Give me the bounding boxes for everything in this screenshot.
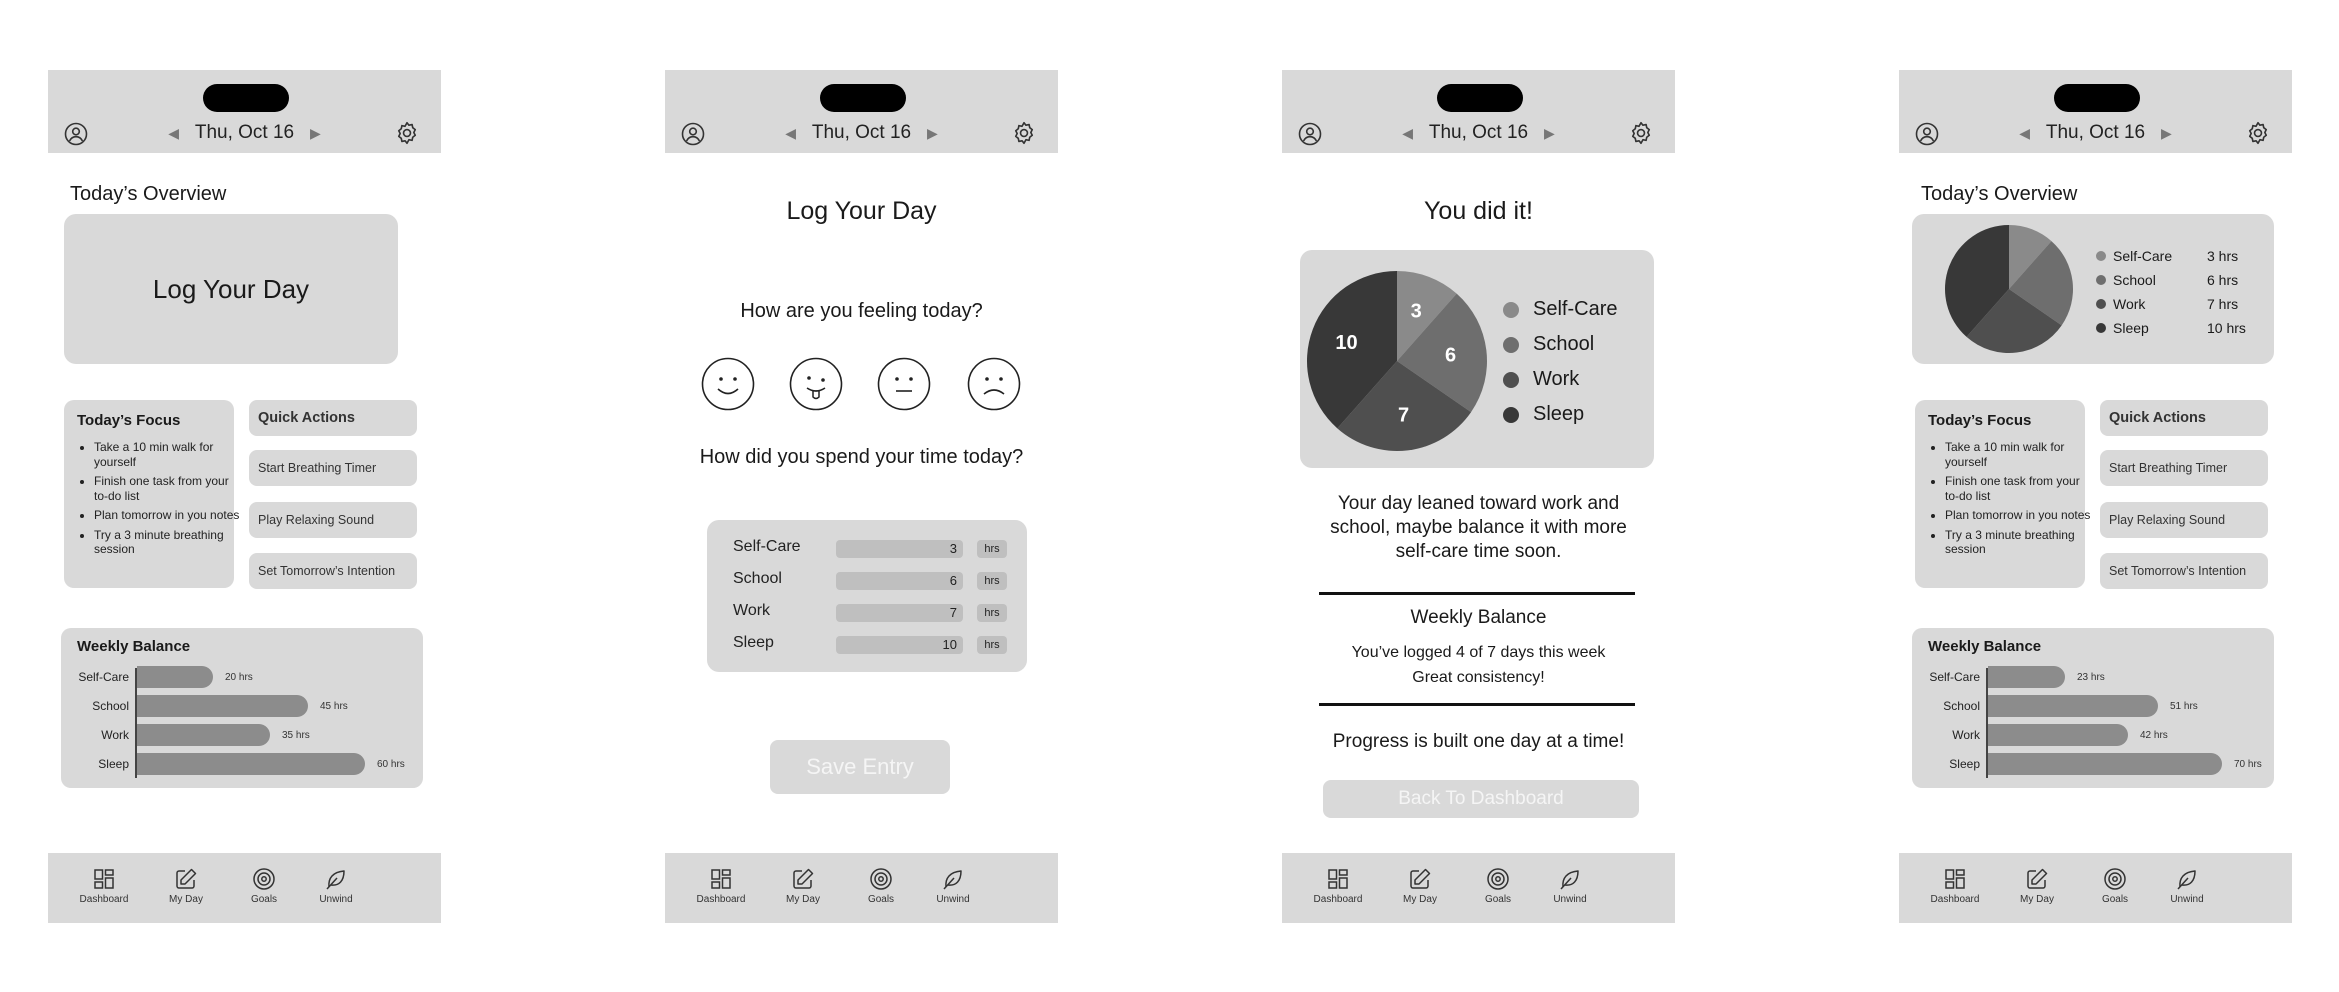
nav-label: Goals <box>250 894 278 905</box>
unit-label: hrs <box>977 636 1007 654</box>
nav-goals[interactable] <box>846 867 916 905</box>
settings-gear-icon[interactable] <box>1011 120 1037 146</box>
legend-value: 3 hrs <box>2207 248 2239 264</box>
neutral-face-icon[interactable] <box>877 357 931 411</box>
legend-label: Self-Care <box>2113 248 2173 264</box>
weekly-balance-card <box>1912 628 2274 788</box>
prev-day-arrow[interactable]: ◀ <box>785 125 797 141</box>
legend-dot <box>1503 372 1519 388</box>
bottom-nav <box>1899 853 2292 923</box>
weekly-logged-text: You’ve logged 4 of 7 days this week <box>1351 644 1606 661</box>
target-icon <box>846 867 916 891</box>
play-relaxing-sound-button[interactable]: Play Relaxing Sound <box>2100 502 2268 538</box>
log-day-card[interactable] <box>64 214 398 364</box>
row-label: School <box>733 570 782 587</box>
dynamic-island <box>2054 84 2140 112</box>
bar-label: School <box>1943 699 1980 713</box>
row-label: Work <box>733 602 771 619</box>
legend-dot <box>1503 407 1519 423</box>
focus-title: Today’s Focus <box>77 412 181 429</box>
focus-item: • Take a 10 min walk for yourself <box>94 440 244 469</box>
bar-value: 51 hrs <box>2170 701 2198 712</box>
start-breathing-timer-button[interactable]: Start Breathing Timer <box>2100 450 2268 486</box>
happy-face-icon[interactable] <box>701 357 755 411</box>
bottom-nav <box>665 853 1058 923</box>
legend-label: Sleep <box>2113 320 2149 336</box>
date-label: Thu, Oct 16 <box>194 122 295 143</box>
log-day-screen <box>665 0 1058 992</box>
prev-day-arrow[interactable]: ◀ <box>168 125 180 141</box>
nav-label: Unwind <box>936 894 970 905</box>
dashboard-screen <box>48 0 441 992</box>
pie-slice-label: 7 <box>1397 404 1410 427</box>
save-entry-button[interactable]: Save Entry <box>770 740 950 794</box>
bar-label: Self-Care <box>1929 670 1980 684</box>
focus-item: • Finish one task from your to-do list <box>1945 474 2095 503</box>
bar-value: 20 hrs <box>225 672 253 683</box>
weekly-balance-title: Weekly Balance <box>1928 638 2042 655</box>
nav-my-day[interactable] <box>151 867 221 905</box>
summary-title: You did it! <box>1424 197 1533 225</box>
unit-label: hrs <box>977 572 1007 590</box>
quick-actions-title: Quick Actions <box>249 400 417 436</box>
overview-pie-card[interactable] <box>1912 214 2274 364</box>
edit-icon <box>151 867 221 891</box>
sleep-hours-input[interactable]: 10 <box>836 636 963 654</box>
target-icon <box>2080 867 2150 891</box>
weekly-balance-title: Weekly Balance <box>1410 607 1547 628</box>
nav-unwind[interactable] <box>1535 867 1605 905</box>
overview-pie-chart <box>1912 214 2112 364</box>
settings-gear-icon[interactable] <box>1628 120 1654 146</box>
weekly-balance-card <box>61 628 423 788</box>
row-label: Self-Care <box>733 538 801 555</box>
time-question: How did you spend your time today? <box>699 446 1024 468</box>
nav-label: My Day <box>786 894 820 905</box>
nav-label: Unwind <box>1553 894 1587 905</box>
divider <box>1319 592 1635 595</box>
legend-dot <box>2096 323 2106 333</box>
next-day-arrow[interactable]: ▶ <box>926 125 938 141</box>
nav-label: My Day <box>169 894 203 905</box>
nav-label: Dashboard <box>696 894 746 905</box>
bar-value: 35 hrs <box>282 730 310 741</box>
nav-label: Goals <box>867 894 895 905</box>
play-relaxing-sound-button[interactable]: Play Relaxing Sound <box>249 502 417 538</box>
bar-label: School <box>92 699 129 713</box>
nav-my-day[interactable] <box>2002 867 2072 905</box>
prev-day-arrow[interactable]: ◀ <box>2019 125 2031 141</box>
focus-title: Today’s Focus <box>1928 412 2032 429</box>
next-day-arrow[interactable]: ▶ <box>2160 125 2172 141</box>
work-hours-input[interactable]: 7 <box>836 604 963 622</box>
bar-label: Work <box>1952 728 1980 742</box>
nav-label: Goals <box>1484 894 1512 905</box>
focus-item: • Plan tomorrow in you notes <box>1945 508 2095 523</box>
bar-label: Sleep <box>98 757 129 771</box>
edit-icon <box>1385 867 1455 891</box>
focus-list <box>77 440 244 562</box>
legend-dot <box>1503 337 1519 353</box>
legend-value: 6 hrs <box>2207 272 2239 288</box>
nav-goals[interactable] <box>229 867 299 905</box>
legend-dot <box>2096 275 2106 285</box>
legend-label: Self-Care <box>1533 298 1618 320</box>
nav-dashboard[interactable] <box>1303 867 1373 905</box>
dynamic-island <box>1437 84 1523 112</box>
row-label: Sleep <box>733 634 774 651</box>
nav-goals[interactable] <box>2080 867 2150 905</box>
back-to-dashboard-button[interactable]: Back To Dashboard <box>1323 780 1639 818</box>
bar-label: Sleep <box>1949 757 1980 771</box>
legend-label: School <box>2113 272 2156 288</box>
overview-title: Today’s Overview <box>70 183 227 205</box>
bar-label: Self-Care <box>78 670 129 684</box>
next-day-arrow[interactable]: ▶ <box>309 125 321 141</box>
dynamic-island <box>203 84 289 112</box>
date-label: Thu, Oct 16 <box>2045 122 2146 143</box>
legend-label: Work <box>1533 368 1580 390</box>
leaf-icon <box>2152 867 2222 891</box>
legend-dot <box>2096 299 2106 309</box>
weekly-bar <box>1988 724 2128 746</box>
settings-gear-icon[interactable] <box>2245 120 2271 146</box>
bottom-nav <box>1282 853 1675 923</box>
time-pie-chart <box>1300 250 1654 468</box>
nav-dashboard[interactable] <box>69 867 139 905</box>
legend-label: Work <box>2113 296 2146 312</box>
date-label: Thu, Oct 16 <box>811 122 912 143</box>
bar-value: 70 hrs <box>2234 759 2262 770</box>
bar-value: 42 hrs <box>2140 730 2168 741</box>
nav-label: Goals <box>2101 894 2129 905</box>
header <box>1282 70 1675 153</box>
log-day-card-label: Log Your Day <box>152 274 310 304</box>
bar-value: 45 hrs <box>320 701 348 712</box>
overview-title: Today’s Overview <box>1921 183 2078 205</box>
focus-item: • Take a 10 min walk for yourself <box>1945 440 2095 469</box>
bar-label: Work <box>101 728 129 742</box>
pie-slice-label: 6 <box>1445 344 1457 367</box>
nav-dashboard[interactable] <box>1920 867 1990 905</box>
legend-dot <box>2096 251 2106 261</box>
pie-slice-label: 3 <box>1410 300 1422 323</box>
dynamic-island <box>820 84 906 112</box>
nav-my-day[interactable] <box>768 867 838 905</box>
edit-icon <box>768 867 838 891</box>
nav-label: My Day <box>1403 894 1437 905</box>
legend-label: School <box>1533 333 1595 355</box>
nav-label: My Day <box>2020 894 2054 905</box>
focus-item: • Finish one task from your to-do list <box>94 474 244 503</box>
nav-unwind[interactable] <box>2152 867 2222 905</box>
header <box>48 70 441 153</box>
log-day-title: Log Your Day <box>786 197 937 225</box>
nav-label: Unwind <box>2170 894 2204 905</box>
dashboard-updated-screen <box>1899 0 2292 992</box>
leaf-icon <box>1535 867 1605 891</box>
quick-actions-title: Quick Actions <box>2100 400 2268 436</box>
focus-item: • Try a 3 minute breathing session <box>94 528 244 557</box>
bar-value: 23 hrs <box>2077 672 2105 683</box>
weekly-bar <box>137 724 270 746</box>
weekly-balance-title: Weekly Balance <box>77 638 191 655</box>
unit-label: hrs <box>977 540 1007 558</box>
focus-card <box>64 400 240 588</box>
unit-label: hrs <box>977 604 1007 622</box>
next-day-arrow[interactable]: ▶ <box>1543 125 1555 141</box>
weekly-bar <box>1988 666 2065 688</box>
school-hours-input[interactable]: 6 <box>836 572 963 590</box>
nav-unwind[interactable] <box>918 867 988 905</box>
bottom-nav <box>48 853 441 923</box>
weekly-bar <box>137 666 213 688</box>
legend-dot <box>1503 302 1519 318</box>
focus-item: • Try a 3 minute breathing session <box>1945 528 2095 557</box>
bar-value: 60 hrs <box>377 759 405 770</box>
nav-dashboard[interactable] <box>686 867 756 905</box>
weekly-bar <box>1988 753 2222 775</box>
legend-value: 10 hrs <box>2207 320 2246 336</box>
header <box>1899 70 2292 153</box>
sad-face-icon[interactable] <box>967 357 1021 411</box>
leaf-icon <box>301 867 371 891</box>
pie-chart-card <box>1300 250 1654 468</box>
summary-message: Your day leaned toward work and school, maybe balance it with more self-care time soon. <box>1330 493 1627 562</box>
settings-gear-icon[interactable] <box>394 120 420 146</box>
dashboard-icon <box>69 867 139 891</box>
target-icon <box>229 867 299 891</box>
set-intention-button[interactable]: Set Tomorrow’s Intention <box>249 553 417 589</box>
time-entry-card <box>707 520 1027 672</box>
feeling-question: How are you feeling today? <box>740 300 983 322</box>
summary-screen <box>1282 0 1675 992</box>
legend-label: Sleep <box>1533 403 1585 425</box>
self-care-hours-input[interactable]: 3 <box>836 540 963 558</box>
prev-day-arrow[interactable]: ◀ <box>1402 125 1414 141</box>
set-intention-button[interactable]: Set Tomorrow’s Intention <box>2100 553 2268 589</box>
progress-text: Progress is built one day at a time! <box>1332 731 1625 752</box>
weekly-bar <box>1988 695 2158 717</box>
nav-my-day[interactable] <box>1385 867 1455 905</box>
legend-value: 7 hrs <box>2207 296 2239 312</box>
nav-unwind[interactable] <box>301 867 371 905</box>
pie-slice-label: 10 <box>1335 331 1358 354</box>
nav-label: Dashboard <box>1313 894 1363 905</box>
nav-goals[interactable] <box>1463 867 1533 905</box>
dashboard-icon <box>686 867 756 891</box>
edit-icon <box>2002 867 2072 891</box>
dashboard-icon <box>1303 867 1373 891</box>
nav-label: Dashboard <box>79 894 129 905</box>
divider <box>1319 703 1635 706</box>
header <box>665 70 1058 153</box>
weekly-bar <box>137 695 308 717</box>
nav-label: Unwind <box>319 894 353 905</box>
target-icon <box>1463 867 1533 891</box>
focus-card <box>1915 400 2091 588</box>
weekly-bar <box>137 753 365 775</box>
tongue-out-face-icon[interactable] <box>789 357 843 411</box>
date-label: Thu, Oct 16 <box>1428 122 1529 143</box>
focus-item: • Plan tomorrow in you notes <box>94 508 244 523</box>
leaf-icon <box>918 867 988 891</box>
nav-label: Dashboard <box>1930 894 1980 905</box>
focus-list <box>1928 440 2095 562</box>
dashboard-icon <box>1920 867 1990 891</box>
start-breathing-timer-button[interactable]: Start Breathing Timer <box>249 450 417 486</box>
weekly-consistency-text: Great consistency! <box>1412 669 1545 686</box>
